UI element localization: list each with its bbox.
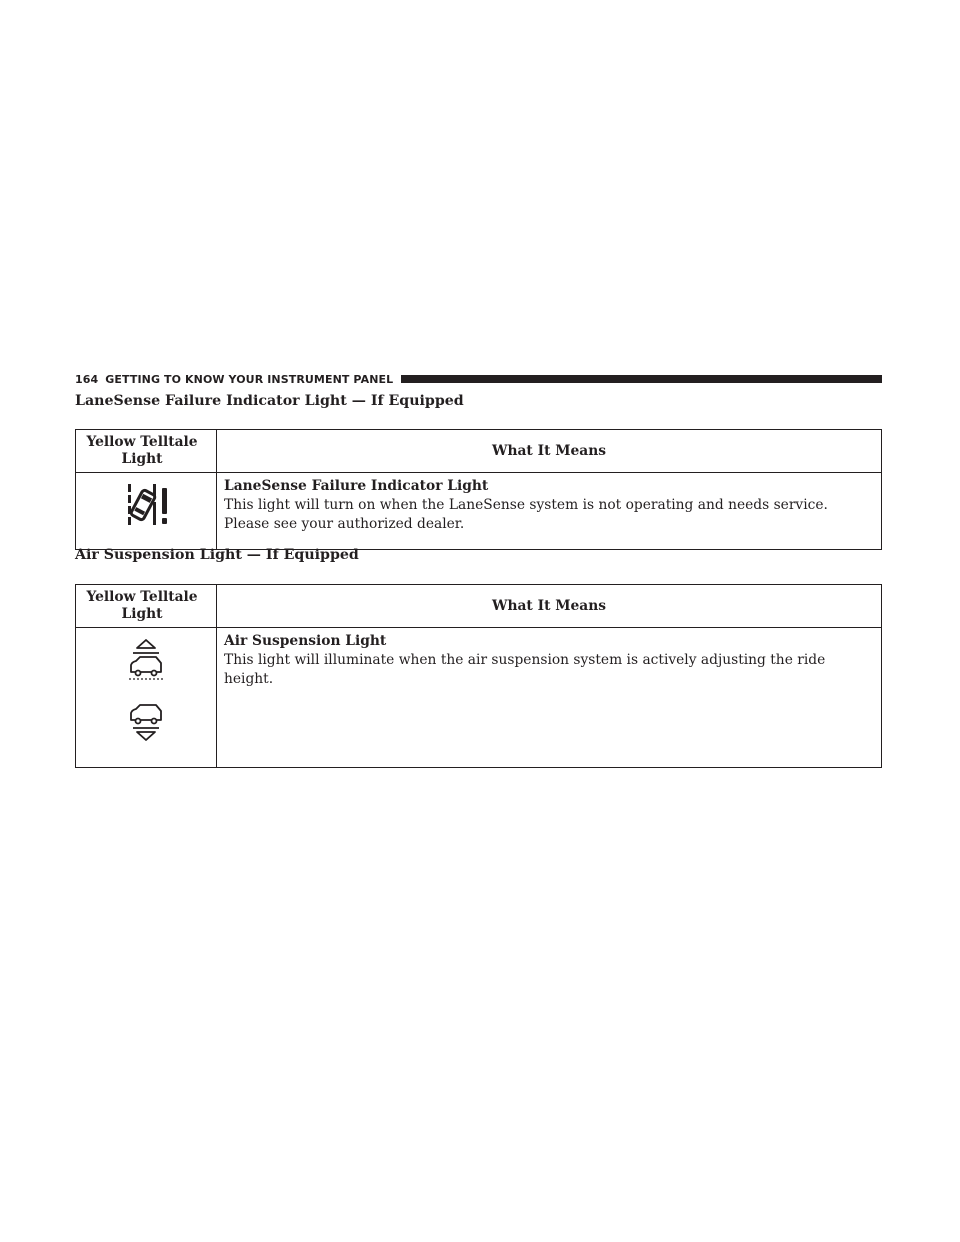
page-number: 164 (75, 372, 99, 386)
table-header-row (76, 585, 882, 628)
description-cell (217, 473, 882, 550)
lanesense-heading: LaneSense Failure Indicator Light — If Equipped (75, 393, 464, 409)
telltale-title: Air Suspension Light (224, 633, 387, 649)
lanesense-failure-icon (116, 476, 176, 536)
telltale-description: This light will turn on when the LaneSense system is not operating and needs service. Please see your authorized dealer. (224, 497, 828, 532)
air-suspension-icon (116, 636, 176, 746)
col-header-meaning: What It Means (217, 430, 882, 473)
table-header-row (76, 430, 882, 473)
section-title: GETTING TO KNOW YOUR INSTRUMENT PANEL (105, 372, 394, 386)
air-suspension-table (75, 584, 882, 768)
telltale-description: This light will illuminate when the air suspension system is actively adjusting the ride height. (224, 652, 826, 687)
col-header-meaning: What It Means (217, 585, 882, 628)
telltale-title: LaneSense Failure Indicator Light (224, 478, 489, 494)
page-header (75, 372, 882, 386)
icon-cell (76, 628, 217, 768)
col-header-light: Yellow Telltale Light (76, 430, 217, 473)
table-row (76, 628, 882, 768)
lanesense-table (75, 429, 882, 550)
header-rule (401, 375, 882, 383)
description-cell (217, 628, 882, 768)
table-row (76, 473, 882, 550)
icon-cell (76, 473, 217, 550)
air-suspension-heading: Air Suspension Light — If Equipped (75, 547, 359, 563)
col-header-light: Yellow Telltale Light (76, 585, 217, 628)
